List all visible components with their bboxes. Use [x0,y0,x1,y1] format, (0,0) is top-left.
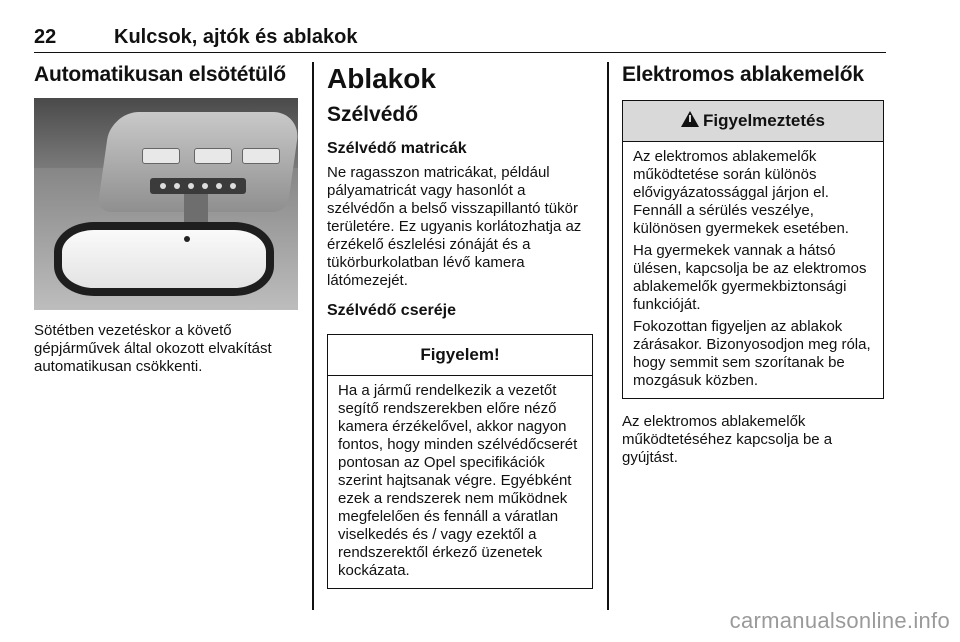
warning-text-1: Az elektromos ablakemelők működtetése során különös elővigyázatossággal járjon el. Fennáll a sérülés veszélye, különösen gyermekek esetében. [633,148,849,237]
interior-lamp [242,148,280,164]
column-power-windows [622,62,884,467]
warning-text-3: Fokozottan figyeljen az ablakok zárásakor. Bizonyosodjon meg róla, hogy semmit sem szorítanak be mozgásuk közben. [633,318,871,389]
page-number: 22 [34,26,57,48]
notice-text: Ha a jármű rendelkezik a vezetőt segítő rendszerekben előre néző kamera érzékelővel, akkor nagyon fontos, hogy minden szélvédőcserét pontosan az Opel specifikációk szerint hajtsanak végre. Egyébként ezek a rendszerek nem működnek megfelelően és fennáll a váratlan viselkedés és / vagy ezektől a rendszerektől érkező üzenetek kockázata. [338,382,578,579]
rearview-mirror-photo [34,98,298,310]
section-title-power-windows: Elektromos ablakemelők [622,63,864,86]
interior-lamp [142,148,180,164]
heading-windscreen-stickers: Szélvédő matricák [327,140,467,157]
console-button-panel [150,178,246,194]
rearview-mirror [54,222,274,296]
column-divider-right [607,62,609,610]
section-title-auto-dimming: Automatikusan elsötétülő [34,63,286,86]
chapter-title: Kulcsok, ajtók és ablakok [114,26,358,48]
column-mirror [34,62,298,376]
heading-windscreen-replacement: Szélvédő cseréje [327,302,456,319]
windscreen-stickers-text: Ne ragasszon matricákat, például pályamatricát vagy hasonlót a szélvédőn a belső visszapillantó tükör területére. Ez ugyanis korlátozhatja az érzékelő észlelési zónáját és a tükörburkolatban lévő kamera látómezejét. [327,164,582,289]
chapter-heading-windows: Ablakok [327,63,436,94]
subheading-windscreen: Szélvédő [327,103,419,126]
column-windows [327,62,593,589]
auto-dimming-description: Sötétben vezetéskor a követő gépjárművek által okozott elvakítást automatikusan csökkenti. [34,322,272,375]
power-windows-instruction: Az elektromos ablakemelők működtetéséhez kapcsolja be a gyújtást. [622,413,833,466]
interior-lamp [194,148,232,164]
warning-box [622,100,884,399]
mirror-light-sensor [184,236,190,242]
page-header [34,26,886,53]
notice-title: Figyelem! [328,335,592,376]
warning-triangle-icon [681,111,699,127]
warning-header [623,101,883,142]
notice-box [327,334,593,589]
warning-title: Figyelmeztetés [703,111,825,130]
column-divider-left [312,62,314,610]
warning-text-2: Ha gyermekek vannak a hátsó ülésen, kapcsolja be az elektromos ablakemelők gyermekbiztonsági funkcióját. [633,242,867,313]
watermark: carmanualsonline.info [729,608,950,633]
